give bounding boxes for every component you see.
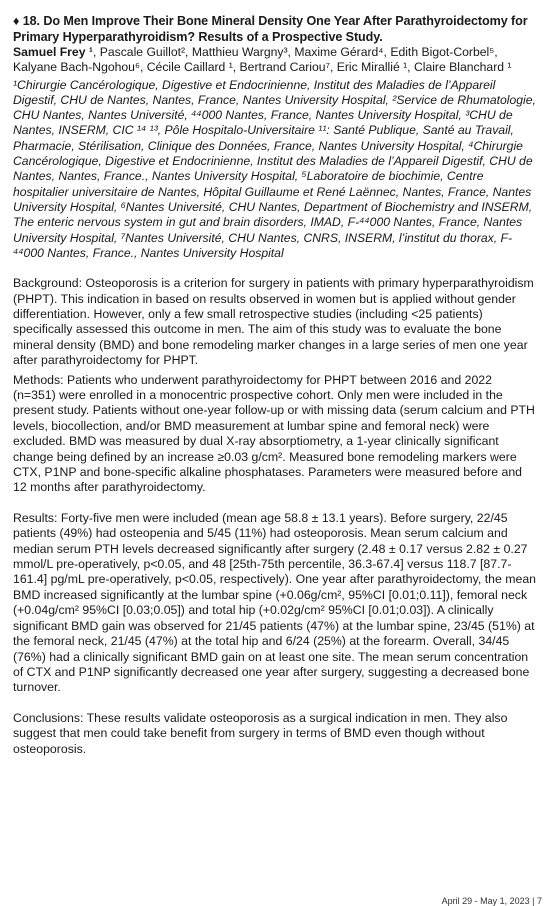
affiliations: ¹Chirurgie Cancérologique, Digestive et Endocrinienne, Institut des Maladies de l’Appareil Digestif, CHU de Nantes, Nantes, France, Nantes University Hospital, ²Service de Rhumatologie, CHU Nantes, Nantes Université, ⁴⁴000 Nantes, France, Nantes University Hospital, ³CHU de Nantes, INSERM, CIC ¹⁴ ¹³, Pôle Hospitalo-Universitaire ¹¹: Santé Publique, Santé au Travail, Pharmacie, Stérilisation, Clinique des Données, France, Nantes University Hospital, ⁴Chirurgie Cancérologique, Digestive et Endocrinienne, Institut des Maladies de l’Appareil Digestif, CHU de Nantes, Nantes, France., Nantes University Hospital, ⁵Laboratoire de biochimie, Centre hospitalier universitaire de Nantes, Hôpital Guillaume et René Laënnec, Nantes, France, Nantes University Hospital, ⁶Nantes Université, CHU Nantes, Department of Biochemistry and INSERM, The enteric nervous system in gut and brain disorders, IMAD, F-⁴⁴000 Nantes, France, Nantes University Hospital, ⁷Nantes Université, CHU Nantes, CNRS, INSERM, l’institut du thorax, F-⁴⁴000 Nantes, France., Nantes University Hospital bbox=[13, 77, 536, 260]
methods-paragraph: Methods: Patients who underwent parathyroidectomy for PHPT between 2016 and 2022 (n=351) were enrolled in a monocentric prospective cohort. Only men were included in the present study. Patients without one-year follow-up or with missing data (serum calcium and PTH levels, biocollection, and/or BMD measurement at lumbar spine and femoral neck) were excluded. BMD was measured by dual X-ray absorptiometry, a 1-year clinically significant change being defined by an increase ≥0.03 g/cm². Measured bone remodeling markers were CTX, P1NP and bone-specific alkaline phosphatases. Parameters were measured before and 12 months after parathyroidectomy. bbox=[13, 372, 535, 495]
results-paragraph: Results: Forty-five men were included (mean age 58.8 ± 13.1 years). Before surgery, 22/45 patients (49%) had osteopenia and 5/45 (11%) had osteoporosis. Mean serum calcium and median serum PTH levels decreased significantly after surgery (2.48 ± 0.17 versus 2.82 ± 0.27 mmol/L pre-operatively, p<0.05, and 48 [25th-75th percentile, 36.3-67.4] versus 118.7 [87.7-161.4] pg/mL pre-operatively, p<0.05, respectively). One year after parathyroidectomy, the mean BMD increased significantly at the lumbar spine (+0.06g/cm², 95%CI [0.01;0.11]), femoral neck (+0.04g/cm² 95%CI [0.03;0.05]) and total hip (+0.02g/cm² 95%CI [0.01;0.03]). A clinically significant BMD gain was observed for 21/45 patients (47%) at the lumbar spine, 23/45 (51%) at the femoral neck, 21/45 (47%) at the total hip and 6/24 (25%) at the forearm. Overall, 34/45 (76%) had a clinically significant BMD gain on at least one site. The mean serum concentration of CTX and P1NP significantly decreased one year after surgery, suggesting a decreased bone turnover. bbox=[13, 510, 537, 695]
abstract-content bbox=[13, 13, 537, 757]
page-footer: April 29 - May 1, 2023 | 7 bbox=[441, 896, 542, 906]
abstract-title: ♦ 18. Do Men Improve Their Bone Mineral Density One Year After Parathyroidectomy for Primary Hyperparathyroidism? Results of a Prospective Study. bbox=[13, 14, 528, 44]
author-list bbox=[13, 45, 537, 76]
background-paragraph: Background: Osteoporosis is a criterion for surgery in patients with primary hyperparathyroidism (PHPT). This indication in based on results observed in women but is applied without gender differentiation. However, only a few small retrospective studies (including <25 patients) specifically assessed this outcome in men. The aim of this study was to evaluate the bone mineral density (BMD) and bone remodeling marker changes in a large series of men one year after parathyroidectomy for PHPT. bbox=[13, 276, 534, 368]
lead-author: Samuel Frey ¹ bbox=[13, 45, 93, 59]
coauthors: , Pascale Guillot², Matthieu Wargny³, Maxime Gérard⁴, Edith Bigot-Corbel⁵, Kalyane Bach-Ngohou⁶, Cécile Caillard ¹, Bertrand Cariou⁷, Eric Mirallié ¹, Claire Blanchard ¹ bbox=[13, 45, 512, 75]
conclusions-paragraph: Conclusions: These results validate osteoporosis as a surgical indication in men. They also suggest that men could take benefit from surgery in terms of BMD even though without osteoporosis. bbox=[13, 710, 508, 756]
